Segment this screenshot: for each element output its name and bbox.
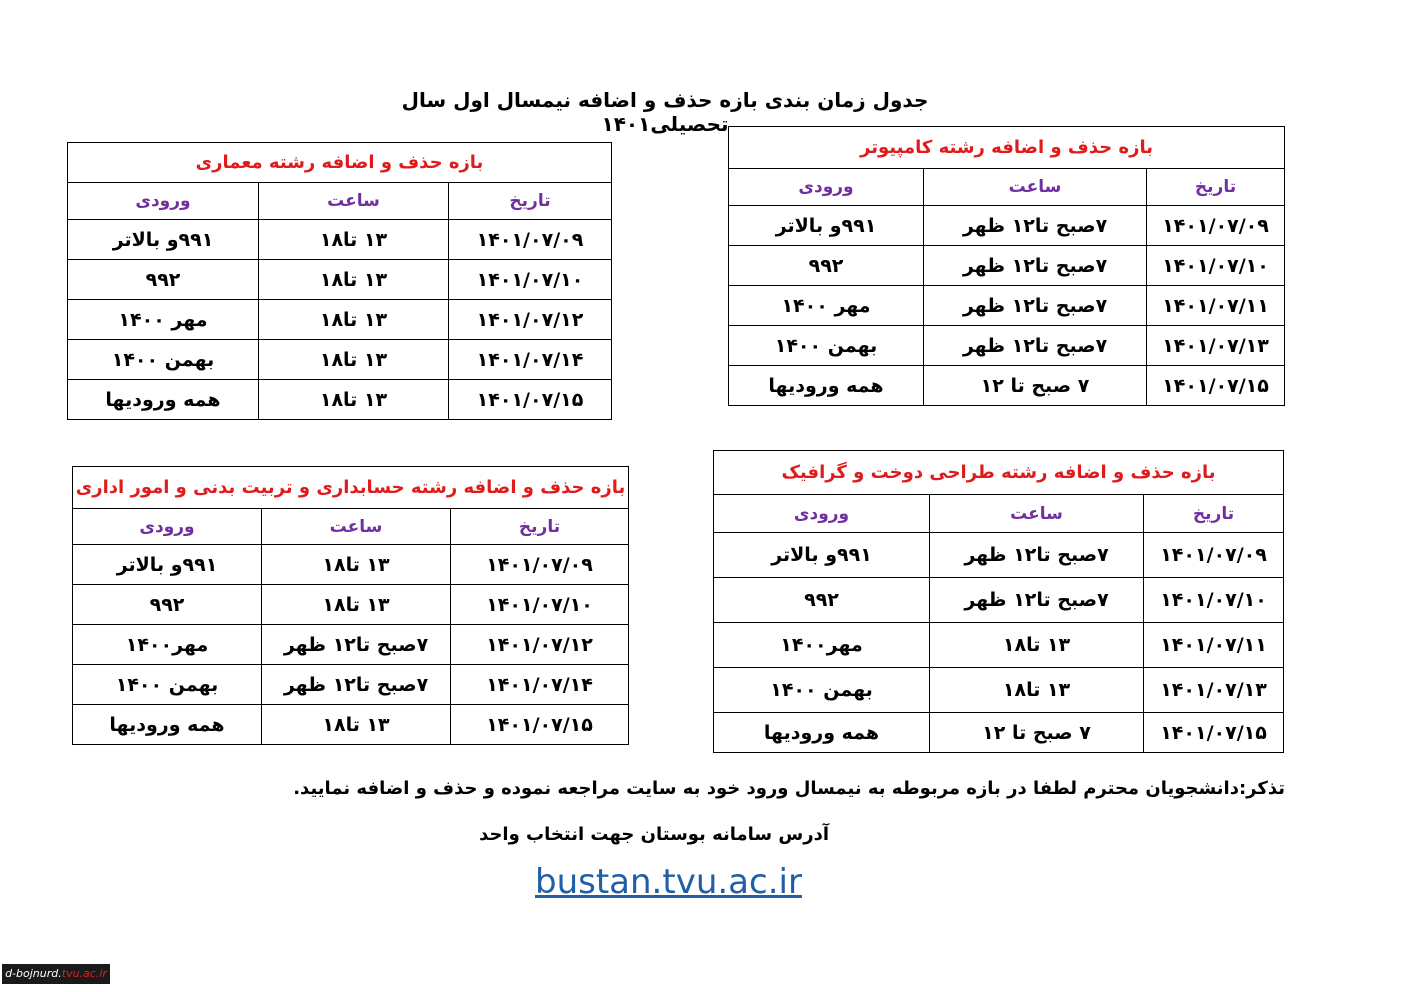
time-cell: ۷ صبح تا ۱۲ bbox=[924, 366, 1147, 406]
entry-cell: ۹۹۲ bbox=[714, 578, 930, 623]
computer-schedule-table bbox=[728, 126, 1285, 406]
date-cell: ۱۴۰۱/۰۷/۱۵ bbox=[449, 380, 612, 420]
fashion-design-schedule-table bbox=[713, 450, 1284, 753]
entry-cell: بهمن ۱۴۰۰ bbox=[73, 665, 262, 705]
table-row bbox=[73, 705, 629, 745]
entry-cell: ۹۹۱و بالاتر bbox=[714, 533, 930, 578]
column-header-date: تاریخ bbox=[449, 183, 612, 220]
table-row bbox=[73, 585, 629, 625]
table-row bbox=[68, 380, 612, 420]
table-row bbox=[68, 260, 612, 300]
entry-cell: بهمن ۱۴۰۰ bbox=[729, 326, 924, 366]
date-cell: ۱۴۰۱/۰۷/۱۱ bbox=[1147, 286, 1285, 326]
column-header-time: ساعت bbox=[262, 509, 451, 545]
time-cell: ۱۳ تا۱۸ bbox=[259, 340, 449, 380]
entry-cell: همه ورودیها bbox=[68, 380, 259, 420]
date-cell: ۱۴۰۱/۰۷/۱۴ bbox=[451, 665, 629, 705]
column-header-entry: ورودی bbox=[68, 183, 259, 220]
time-cell: ۱۳ تا۱۸ bbox=[259, 220, 449, 260]
time-cell: ۱۳ تا۱۸ bbox=[259, 260, 449, 300]
time-cell: ۱۳ تا۱۸ bbox=[259, 300, 449, 340]
column-header-date: تاریخ bbox=[1147, 169, 1285, 206]
entry-cell: ۹۹۱و بالاتر bbox=[68, 220, 259, 260]
address-label: آدرس سامانه بوستان جهت انتخاب واحد bbox=[479, 824, 829, 845]
entry-cell: ۹۹۲ bbox=[729, 246, 924, 286]
table-row bbox=[73, 625, 629, 665]
date-cell: ۱۴۰۱/۰۷/۱۰ bbox=[449, 260, 612, 300]
time-cell: ۷صبح تا۱۲ ظهر bbox=[924, 326, 1147, 366]
time-cell: ۱۳ تا۱۸ bbox=[262, 585, 451, 625]
bustan-link[interactable]: bustan.tvu.ac.ir bbox=[535, 862, 802, 902]
table-row bbox=[73, 545, 629, 585]
table-row bbox=[729, 286, 1285, 326]
column-header-entry: ورودی bbox=[714, 495, 930, 533]
date-cell: ۱۴۰۱/۰۷/۰۹ bbox=[451, 545, 629, 585]
table-caption: بازه حذف و اضافه رشته طراحی دوخت و گرافیک bbox=[714, 451, 1284, 495]
entry-cell: ۹۹۲ bbox=[73, 585, 262, 625]
page-title: جدول زمان بندی بازه حذف و اضافه نیمسال اول سال تحصیلی۱۴۰۱ bbox=[401, 88, 929, 136]
watermark bbox=[2, 964, 110, 984]
entry-cell: مهر۱۴۰۰ bbox=[714, 623, 930, 668]
date-cell: ۱۴۰۱/۰۷/۱۵ bbox=[1147, 366, 1285, 406]
entry-cell: همه ورودیها bbox=[729, 366, 924, 406]
date-cell: ۱۴۰۱/۰۷/۱۰ bbox=[1147, 246, 1285, 286]
date-cell: ۱۴۰۱/۰۷/۱۵ bbox=[451, 705, 629, 745]
architecture-schedule-table bbox=[67, 142, 612, 420]
time-cell: ۷صبح تا۱۲ ظهر bbox=[262, 665, 451, 705]
entry-cell: همه ورودیها bbox=[714, 713, 930, 753]
table-row bbox=[729, 206, 1285, 246]
date-cell: ۱۴۰۱/۰۷/۱۱ bbox=[1144, 623, 1284, 668]
column-header-time: ساعت bbox=[930, 495, 1144, 533]
time-cell: ۷ صبح تا ۱۲ bbox=[930, 713, 1144, 753]
reminder-note: تذکر:دانشجویان محترم لطفا در بازه مربوطه به نیمسال ورود خود به سایت مراجعه نموده و حذف و اضافه نمایید. bbox=[293, 778, 1285, 799]
table-row bbox=[714, 533, 1284, 578]
table-row bbox=[68, 340, 612, 380]
entry-cell: ۹۹۲ bbox=[68, 260, 259, 300]
table-row bbox=[714, 578, 1284, 623]
table-row bbox=[714, 623, 1284, 668]
date-cell: ۱۴۰۱/۰۷/۱۲ bbox=[451, 625, 629, 665]
date-cell: ۱۴۰۱/۰۷/۰۹ bbox=[1147, 206, 1285, 246]
entry-cell: ۹۹۱و بالاتر bbox=[73, 545, 262, 585]
time-cell: ۷صبح تا۱۲ ظهر bbox=[930, 578, 1144, 623]
column-header-entry: ورودی bbox=[73, 509, 262, 545]
time-cell: ۷صبح تا۱۲ ظهر bbox=[924, 246, 1147, 286]
time-cell: ۱۳ تا۱۸ bbox=[930, 668, 1144, 713]
date-cell: ۱۴۰۱/۰۷/۰۹ bbox=[1144, 533, 1284, 578]
time-cell: ۱۳ تا۱۸ bbox=[262, 705, 451, 745]
date-cell: ۱۴۰۱/۰۷/۱۰ bbox=[1144, 578, 1284, 623]
time-cell: ۱۳ تا۱۸ bbox=[930, 623, 1144, 668]
table-row bbox=[68, 300, 612, 340]
time-cell: ۱۳ تا۱۸ bbox=[259, 380, 449, 420]
table-row bbox=[714, 713, 1284, 753]
column-header-date: تاریخ bbox=[1144, 495, 1284, 533]
date-cell: ۱۴۰۱/۰۷/۱۰ bbox=[451, 585, 629, 625]
entry-cell: بهمن ۱۴۰۰ bbox=[68, 340, 259, 380]
table-caption: بازه حذف و اضافه رشته معماری bbox=[68, 143, 612, 183]
time-cell: ۷صبح تا۱۲ ظهر bbox=[924, 286, 1147, 326]
table-row bbox=[729, 366, 1285, 406]
entry-cell: ۹۹۱و بالاتر bbox=[729, 206, 924, 246]
entry-cell: مهر۱۴۰۰ bbox=[73, 625, 262, 665]
date-cell: ۱۴۰۱/۰۷/۱۵ bbox=[1144, 713, 1284, 753]
watermark-domain: tvu.ac.ir bbox=[61, 967, 107, 980]
time-cell: ۱۳ تا۱۸ bbox=[262, 545, 451, 585]
column-header-time: ساعت bbox=[924, 169, 1147, 206]
table-caption: بازه حذف و اضافه رشته حسابداری و تربیت بدنی و امور اداری bbox=[73, 467, 629, 509]
column-header-time: ساعت bbox=[259, 183, 449, 220]
time-cell: ۷صبح تا۱۲ ظهر bbox=[924, 206, 1147, 246]
table-row bbox=[714, 668, 1284, 713]
entry-cell: همه ورودیها bbox=[73, 705, 262, 745]
date-cell: ۱۴۰۱/۰۷/۱۳ bbox=[1144, 668, 1284, 713]
entry-cell: بهمن ۱۴۰۰ bbox=[714, 668, 930, 713]
date-cell: ۱۴۰۱/۰۷/۱۴ bbox=[449, 340, 612, 380]
entry-cell: مهر ۱۴۰۰ bbox=[729, 286, 924, 326]
date-cell: ۱۴۰۱/۰۷/۱۲ bbox=[449, 300, 612, 340]
table-row bbox=[729, 246, 1285, 286]
table-row bbox=[68, 220, 612, 260]
time-cell: ۷صبح تا۱۲ ظهر bbox=[262, 625, 451, 665]
table-row bbox=[73, 665, 629, 705]
table-caption: بازه حذف و اضافه رشته کامپیوتر bbox=[729, 127, 1285, 169]
time-cell: ۷صبح تا۱۲ ظهر bbox=[930, 533, 1144, 578]
date-cell: ۱۴۰۱/۰۷/۰۹ bbox=[449, 220, 612, 260]
column-header-date: تاریخ bbox=[451, 509, 629, 545]
column-header-entry: ورودی bbox=[729, 169, 924, 206]
entry-cell: مهر ۱۴۰۰ bbox=[68, 300, 259, 340]
date-cell: ۱۴۰۱/۰۷/۱۳ bbox=[1147, 326, 1285, 366]
table-row bbox=[729, 326, 1285, 366]
accounting-schedule-table bbox=[72, 466, 629, 745]
watermark-prefix: d-bojnurd. bbox=[5, 967, 62, 980]
